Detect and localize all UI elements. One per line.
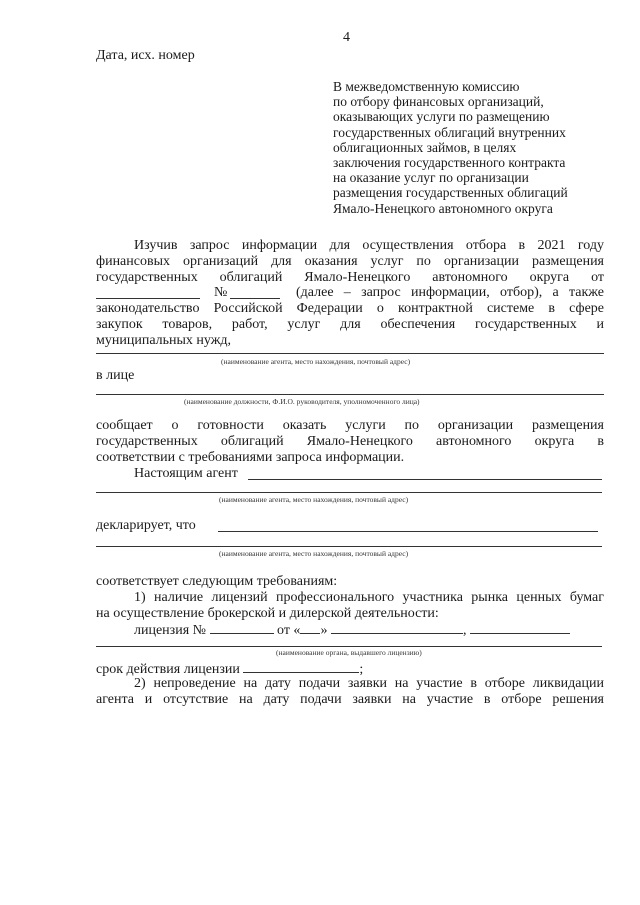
declares-field-line[interactable] — [218, 531, 598, 532]
blank-date-line[interactable] — [96, 298, 200, 299]
validity-end: ; — [359, 662, 364, 677]
para1-line6: закупок товаров, работ, услуг для обеспечения государственных и — [96, 317, 604, 332]
requirements-intro: соответствует следующим требованиям: — [96, 574, 338, 589]
agent-caption: (наименование агента, место нахождения, почтовый адрес) — [221, 357, 411, 366]
para1-line7: муниципальных нужд, — [96, 333, 232, 348]
addressee-block — [333, 79, 568, 216]
addressee-line: Ямало-Ненецкого автономного округа — [333, 200, 553, 216]
req2-line2: агента и отсутствие на дату подачи заявки на участие в отборе решения — [96, 692, 604, 707]
validity-label: срок действия лицензии — [96, 662, 240, 677]
addressee-line: на оказание услуг по организации — [333, 170, 529, 186]
license-number-field[interactable] — [210, 621, 274, 634]
in-person-label: в лице — [96, 368, 135, 383]
addressee-line: размещения государственных облигаций — [333, 185, 568, 201]
addressee-line: по отбору финансовых организаций, — [333, 94, 544, 110]
addressee-line: оказывающих услуги по размещению — [333, 109, 550, 125]
validity-field[interactable] — [243, 660, 359, 673]
addressee-line: облигационных займов, в целях — [333, 139, 517, 155]
declares-label: декларирует, что — [96, 518, 196, 533]
license-day-field[interactable] — [300, 621, 320, 634]
para1-line2: финансовых организаций для оказания услуг по организации размещения — [96, 254, 604, 269]
para1-line1: Изучив запрос информации для осуществления отбора в 2021 году — [134, 238, 604, 253]
issuer-caption: (наименование органа, выдавшего лицензию) — [276, 648, 422, 657]
position-field-line[interactable] — [96, 394, 604, 395]
req1-line1: 1) наличие лицензий профессионального участника рынка ценных бумаг — [134, 590, 604, 605]
para2-line3: соответствии с требованиями запроса информации. — [96, 450, 405, 465]
page-number: 4 — [343, 30, 350, 45]
agent-caption-2: (наименование агента, место нахождения, почтовый адрес) — [219, 495, 409, 504]
license-year-field[interactable] — [470, 621, 570, 634]
agent-name-line[interactable] — [248, 479, 602, 480]
para1-line3: государственных облигаций Ямало-Ненецкого автономного округа от — [96, 270, 604, 285]
agent-caption-3: (наименование агента, место нахождения, почтовый адрес) — [219, 549, 409, 558]
license-label: лицензия № — [134, 623, 206, 638]
license-row — [134, 621, 570, 639]
agent-field-line[interactable] — [96, 353, 604, 354]
date-ref-label: Дата, исх. номер — [96, 48, 195, 63]
license-quote: » — [320, 623, 328, 638]
license-month-field[interactable] — [331, 621, 463, 634]
para1-line5: законодательство Российской Федерации о контрактной системе в сфере — [96, 301, 604, 316]
addressee-line: государственных облигаций внутренних — [333, 124, 566, 140]
para1-line4: (далее – запрос информации, отбор), а также — [296, 285, 604, 300]
para1-number-sign: № — [214, 285, 228, 300]
license-issuer-line[interactable] — [96, 646, 602, 647]
blank-number-line[interactable] — [230, 298, 280, 299]
addressee-line: заключения государственного контракта — [333, 155, 566, 171]
req1-line2: на осуществление брокерской и дилерской деятельности: — [96, 606, 439, 621]
para2-line1: сообщает о готовности оказать услуги по организации размещения — [96, 418, 604, 433]
declares-field-line-2[interactable] — [96, 546, 602, 547]
agent-address-line[interactable] — [96, 492, 602, 493]
addressee-line: В межведомственную комиссию — [333, 79, 520, 94]
license-from-label: от « — [277, 623, 301, 638]
position-caption: (наименование должности, Ф.И.О. руководителя, уполномоченного лица) — [184, 397, 420, 406]
req2-line1: 2) непроведение на дату подачи заявки на участие в отборе ликвидации — [134, 676, 604, 691]
agent-label: Настоящим агент — [134, 466, 238, 481]
para2-line2: государственных облигаций Ямало-Ненецкого автономного округа в — [96, 434, 604, 449]
license-comma: , — [462, 623, 467, 638]
